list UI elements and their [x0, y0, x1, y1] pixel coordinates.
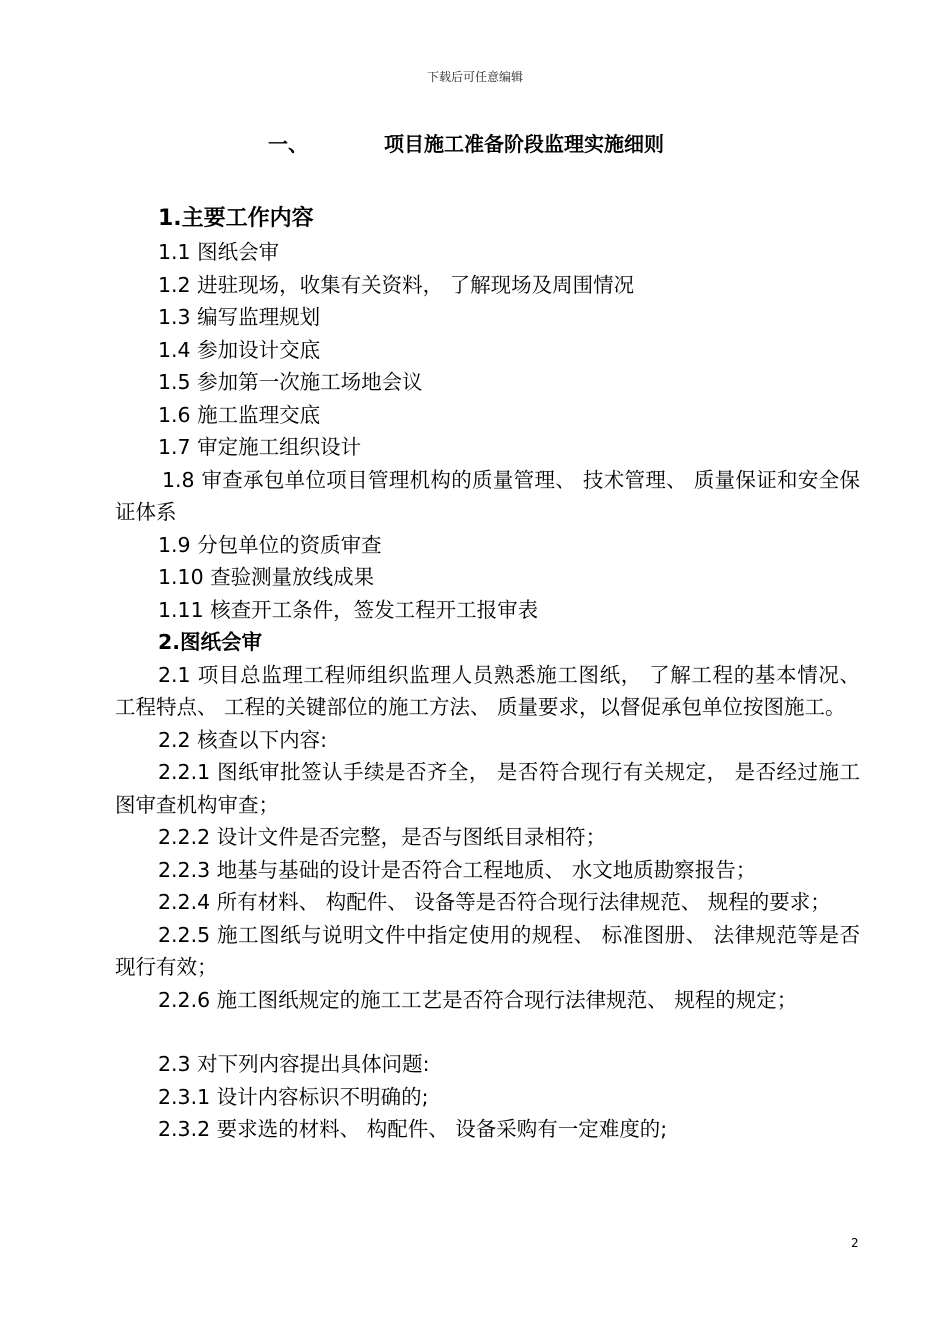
list-item: 1.5 参加第一次施工场地会议	[158, 370, 423, 394]
list-item: 2.3.1 设计内容标识不明确的;	[158, 1084, 429, 1109]
list-item: 1.3 编写监理规划	[158, 305, 321, 329]
list-item: 2.2.3 地基与基础的设计是否符合工程地质、 水文地质勘察报告；	[158, 857, 757, 882]
list-item: 1.7 审定施工组织设计	[158, 435, 362, 459]
header-note: 下载后可任意编辑	[426, 70, 523, 84]
list-item: 2.3 对下列内容提出具体问题:	[158, 1052, 430, 1076]
paragraph: 2.1 项目总监理工程师组织监理人员熟悉施工图纸， 了解工程的基本情况、 工程特点、 工程的关键部位的施工方法、 质量要求，以督促承包单位按图施工。	[115, 662, 860, 719]
page-number: 2	[851, 1236, 859, 1250]
blank-line	[115, 1016, 860, 1048]
list-item: 2.2 核查以下内容:	[158, 727, 328, 752]
section-heading-main-work: 1.主要工作内容	[158, 206, 314, 231]
paragraph: 2.2.5 施工图纸与说明文件中指定使用的规程、 标准图册、 法律规范等是否现行有效；	[115, 922, 860, 979]
list-item: 1.10 查验测量放线成果	[158, 565, 375, 589]
list-item: 1.11 核查开工条件，签发工程开工报审表	[158, 597, 539, 622]
list-item: 1.8 审查承包单位项目管理机构的质量管理、 技术管理、 质量保证和安全保证体系	[115, 467, 860, 524]
title-text: 项目施工准备阶段监理实施细则	[384, 132, 664, 156]
list-item: 1.9 分包单位的资质审查	[158, 532, 382, 557]
list-item: 2.2.6 施工图纸规定的施工工艺是否符合现行法律规范、 规程的规定；	[158, 987, 798, 1012]
list-item: 1.4 参加设计交底	[158, 337, 321, 362]
paragraph: 2.2.4 所有材料、 构配件、 设备等是否符合现行法律规范、 规程的要求；	[158, 890, 831, 914]
list-item: 1.2 进驻现场，收集有关资料， 了解现场及周围情况	[158, 272, 635, 297]
list-item: 2.3.2 要求选的材料、 构配件、 设备采购有一定难度的;	[158, 1117, 668, 1141]
section-heading-drawing-review: 2.图纸会审	[158, 630, 263, 654]
list-item: 2.2.2 设计文件是否完整，是否与图纸目录相符；	[158, 825, 607, 849]
paragraph: 2.2.1 图纸审批签认手续是否齐全， 是否符合现行有关规定， 是否经过施工图审查机构审查；	[115, 760, 860, 817]
list-item: 1.6 施工监理交底	[158, 402, 321, 427]
list-item: 1.1 图纸会审	[158, 240, 280, 264]
title-number: 一、	[268, 132, 308, 156]
document-body	[115, 202, 860, 1146]
